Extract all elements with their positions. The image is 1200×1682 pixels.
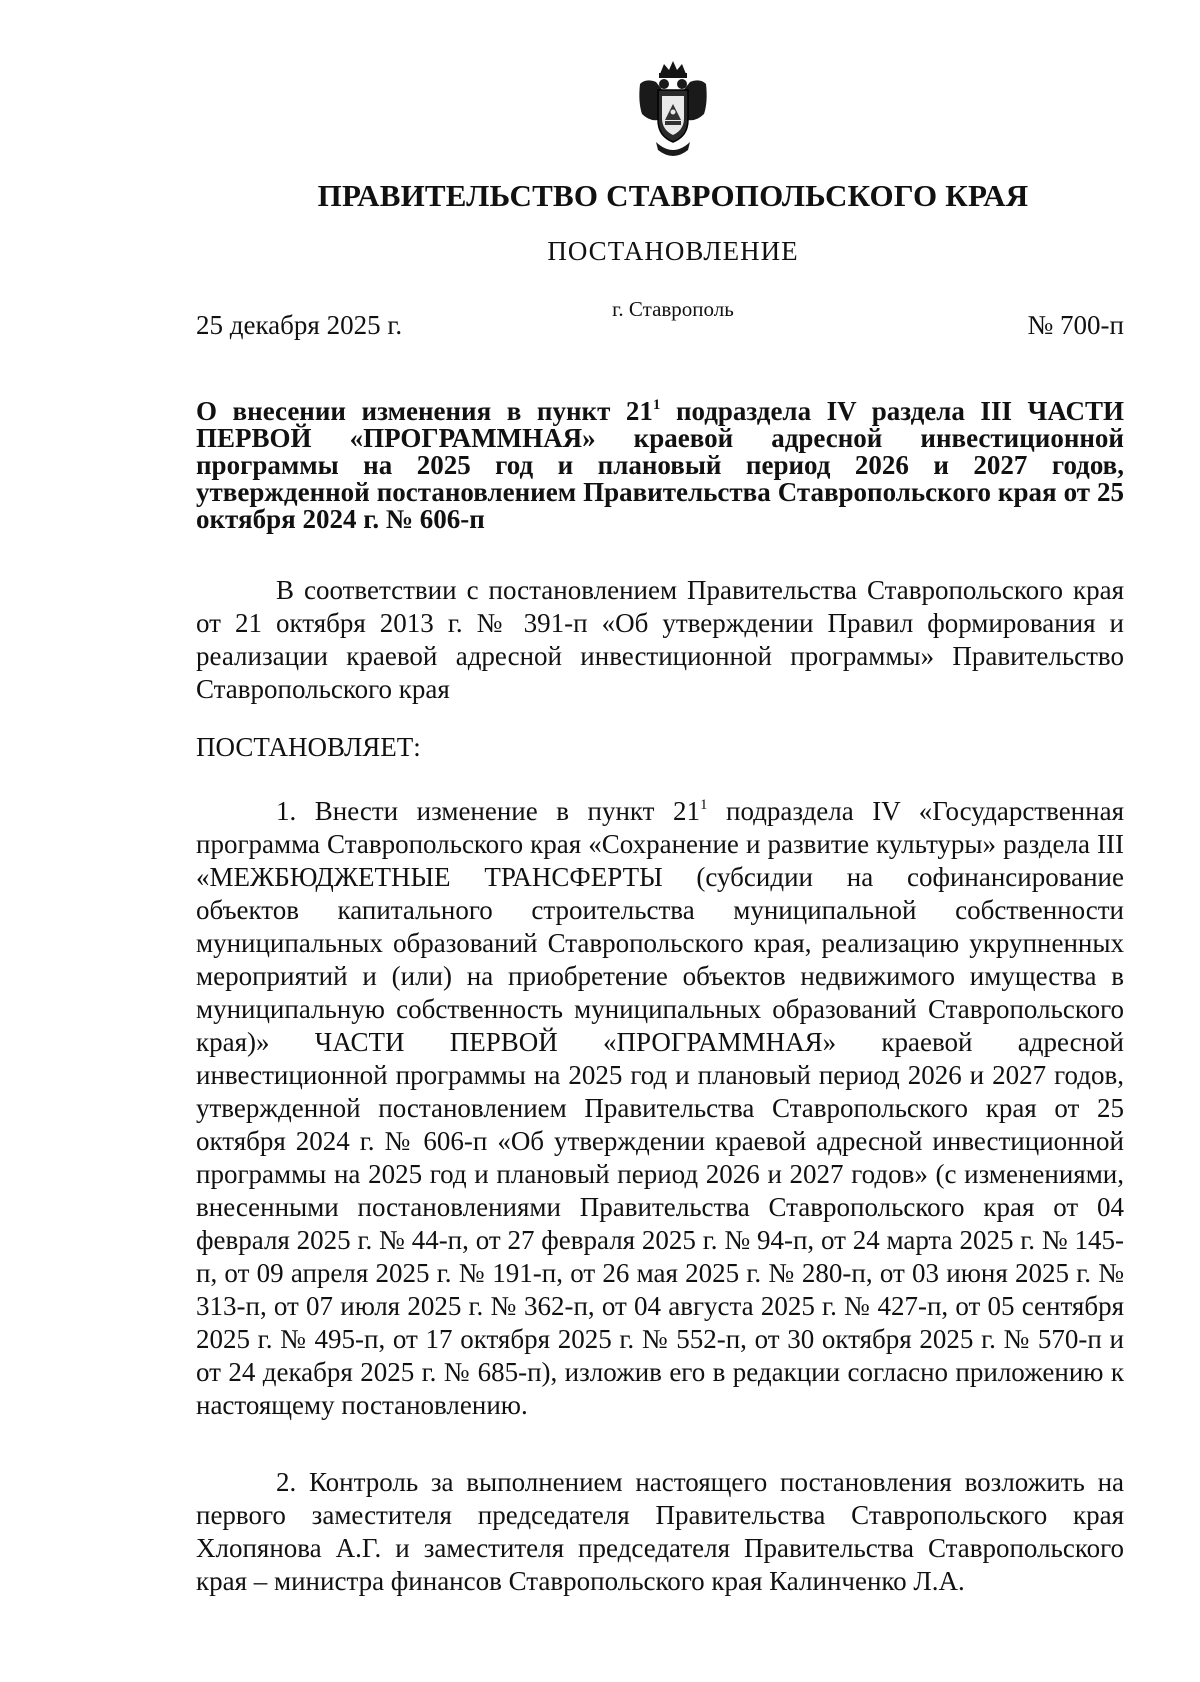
item1-superscript: 1: [699, 797, 708, 813]
subject-superscript: 1: [652, 397, 661, 413]
document-number: № 700-п: [1027, 310, 1124, 340]
organization-title: ПРАВИТЕЛЬСТВО СТАВРОПОЛЬСКОГО КРАЯ: [317, 178, 1029, 213]
document-subject: [196, 398, 1124, 533]
resolves-heading: ПОСТАНОВЛЯЕТ:: [196, 732, 421, 762]
document-date: 25 декабря 2025 г.: [196, 310, 403, 340]
subject-text-part2: подраздела IV раздела III ЧАСТИ ПЕРВОЙ «ПРОГРАММНАЯ» краевой адресной инвестиционной программы на 2025 год и плановый период 2026 и 2027 годов, утвержденной постановлением Правительства Ставропольского края от 25 октября 2024 г. № 606-п: [196, 396, 1124, 534]
paragraph-item-1: [196, 795, 1124, 1422]
item1-text-part2: подраздела IV «Государственная программа Ставропольского края «Сохранение и развитие культуры» раздела III «МЕЖБЮДЖЕТНЫЕ ТРАНСФЕРТЫ (субсидии на софинансирование объектов капитального строительства муниципальной собственности муниципальных образований Ставропольского края, реализацию укрупненных мероприятий и (или) на приобретение объектов недвижимого имущества в муниципальную собственность муниципальных образований Ставропольского края)» ЧАСТИ ПЕРВОЙ «ПРОГРАММНАЯ» краевой адресной инвестиционной программы на 2025 год и плановый период 2026 и 2027 годов, утвержденной постановлением Правительства Ставропольского края от 25 октября 2024 г. № 606-п «Об утверждении краевой адресной инвестиционной программы на 2025 год и плановый период 2026 и 2027 годов» (с изменениями, внесенными постановлениями Правительства Ставропольского края от 04 февраля 2025 г. № 44-п, от 27 февраля 2025 г. № 94-п, от 24 марта 2025 г. № 145-п, от 09 апреля 2025 г. № 191-п, от 26 мая 2025 г. № 280-п, от 03 июня 2025 г. № 313-п, от 07 июля 2025 г. № 362-п, от 04 августа 2025 г. № 427-п, от 05 сентября 2025 г. № 495-п, от 17 октября 2025 г. № 552-п, от 30 октября 2025 г. № 570-п и от 24 декабря 2025 г. № 685-п), изложив его в редакции согласно приложению к настоящему постановлению.: [196, 796, 1124, 1420]
coat-of-arms-emblem: [634, 58, 712, 162]
item1-text-part1: 1. Внести изменение в пункт 21: [276, 796, 700, 826]
paragraph-item-2: 2. Контроль за выполнением настоящего постановления возложить на первого заместителя председателя Правительства Ставропольского края Хлопянова А.Г. и заместителя председателя Правительства Ставропольского края – министра финансов Ставропольского края Калинченко Л.А.: [196, 1467, 1124, 1596]
document-type: ПОСТАНОВЛЕНИЕ: [547, 236, 799, 266]
city-name: г. Ставрополь: [612, 297, 734, 321]
subject-text-part1: О внесении изменения в пункт 21: [196, 396, 653, 426]
preamble-paragraph: В соответствии с постановлением Правительства Ставропольского края от 21 октября 2013 г. № 391-п «Об утверждении Правил формирования и реализации краевой адресной инвестиционной программы» Правительство Ставропольского края: [196, 575, 1124, 704]
